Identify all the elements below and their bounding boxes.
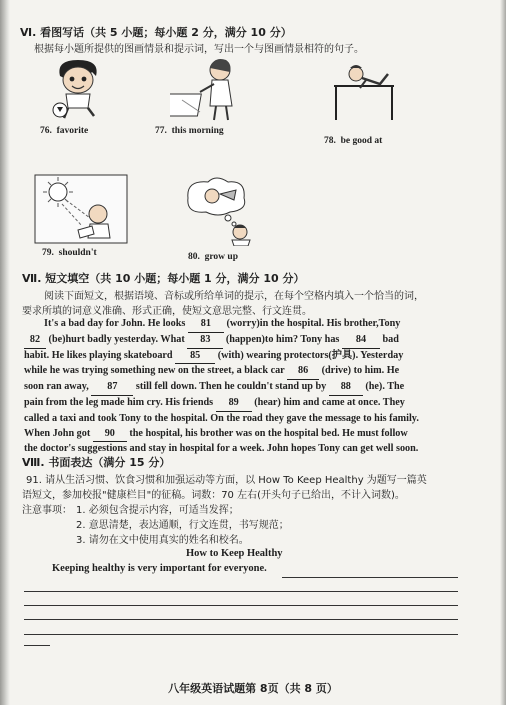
writing-line[interactable] — [282, 577, 458, 578]
item-80: 80. grow up — [188, 252, 238, 262]
writing-line[interactable] — [24, 619, 458, 620]
high-jump-illustration — [330, 62, 400, 122]
writing-line[interactable] — [24, 634, 458, 635]
blank-90[interactable]: 90 — [93, 427, 127, 443]
section-7-instruction-1: 阅读下面短文，根据语境、音标或所给单词的提示，在每个空格内填入一个恰当的词， — [44, 291, 424, 302]
essay-opening: Keeping healthy is very important for everyone. — [52, 563, 267, 574]
section-7-header: Ⅶ. 短文填空（共 10 小题；每小题 1 分，满分 10 分） — [22, 272, 305, 285]
passage-line: called a taxi and took Tony to the hospital. On the road they gave the message to his family. — [24, 412, 419, 424]
passage-line: When John got 90 the hospital, his brother was on the hospital bed. He must follow — [24, 427, 486, 443]
section-7-instruction-2: 要求所填的词意义准确、形式正确，使短文意思完整、行文连贯。 — [22, 306, 312, 317]
note-3: 3. 请勿在文中使用真实的姓名和校名。 — [76, 535, 249, 546]
item-79: 79. shouldn't — [42, 248, 97, 258]
blank-83[interactable]: 83 — [187, 333, 223, 349]
sun-reading-illustration — [34, 174, 128, 244]
passage-line: while he was trying something new on the street, a black car 86 (drive) to him. He — [24, 364, 486, 380]
blank-81[interactable]: 81 — [188, 317, 224, 333]
passage-line: pain from the leg made him cry. His friends 89 (hear) him and came at once. They — [24, 396, 486, 412]
blank-82[interactable]: 82 — [24, 333, 46, 349]
item-78: 78. be good at — [324, 136, 383, 146]
passage-line: habit. He likes playing skateboard 85 (with) wearing protectors(护具). Yesterday — [24, 349, 486, 365]
blank-84[interactable]: 84 — [342, 333, 380, 349]
passage-line: soon ran away, 87 still fell down. Then he couldn't stand up by 88 (he). The — [24, 380, 486, 396]
blank-88[interactable]: 88 — [329, 380, 363, 396]
note-1: 1. 必须包含提示内容，可适当发挥； — [76, 505, 239, 516]
paper-shadow-right — [500, 0, 506, 705]
writing-prompt-2: 语短文，参加校报"健康栏目"的征稿。词数：70 左右(开头句子已给出，不计入词数)。 — [22, 490, 405, 501]
blank-87[interactable]: 87 — [91, 380, 133, 396]
essay-title: How to Keep Healthy — [186, 548, 283, 559]
section-8-header: Ⅷ. 书面表达（满分 15 分） — [22, 456, 171, 469]
notes-label: 注意事项： — [22, 505, 72, 516]
passage-line: the doctor's suggestions and stay in hospital for a week. John hopes Tony can get well soon. — [24, 443, 419, 455]
writing-prompt-1: 91. 请从生活习惯、饮食习惯和加强运动等方面，以 How To Keep Healthy 为题写一篇英 — [26, 475, 427, 486]
item-77: 77. this morning — [155, 126, 224, 136]
passage-line: 82 (be)hurt badly yesterday. What 83 (happen)to him? Tony has 84 bad — [24, 333, 486, 349]
cloze-passage — [24, 317, 486, 457]
section-6-header: Ⅵ. 看图写话（共 5 小题；每小题 2 分，满分 10 分） — [20, 26, 292, 39]
writing-line[interactable] — [24, 645, 50, 646]
item-76: 76. favorite — [40, 126, 89, 136]
blank-85[interactable]: 85 — [175, 349, 215, 365]
blank-89[interactable]: 89 — [216, 396, 252, 412]
passage-line: It's a bad day for John. He looks 81 (worry)in the hospital. His brother,Tony — [24, 317, 486, 333]
writing-line[interactable] — [24, 591, 458, 592]
blank-86[interactable]: 86 — [287, 364, 319, 380]
section-6-instruction: 根据每小题所提供的图画情景和提示词，写出一个与图画情景相符的句子。 — [34, 44, 364, 55]
page-footer: 八年级英语试题第 8页（共 8 页） — [168, 682, 338, 695]
girl-cleaning-illustration — [170, 56, 252, 122]
paper-shadow-left — [0, 0, 10, 705]
dream-astronaut-illustration — [182, 176, 260, 246]
note-2: 2. 意思清楚，表达通顺，行文连贯，书写规范； — [76, 520, 289, 531]
writing-line[interactable] — [24, 605, 458, 606]
soccer-boy-illustration — [46, 56, 110, 122]
